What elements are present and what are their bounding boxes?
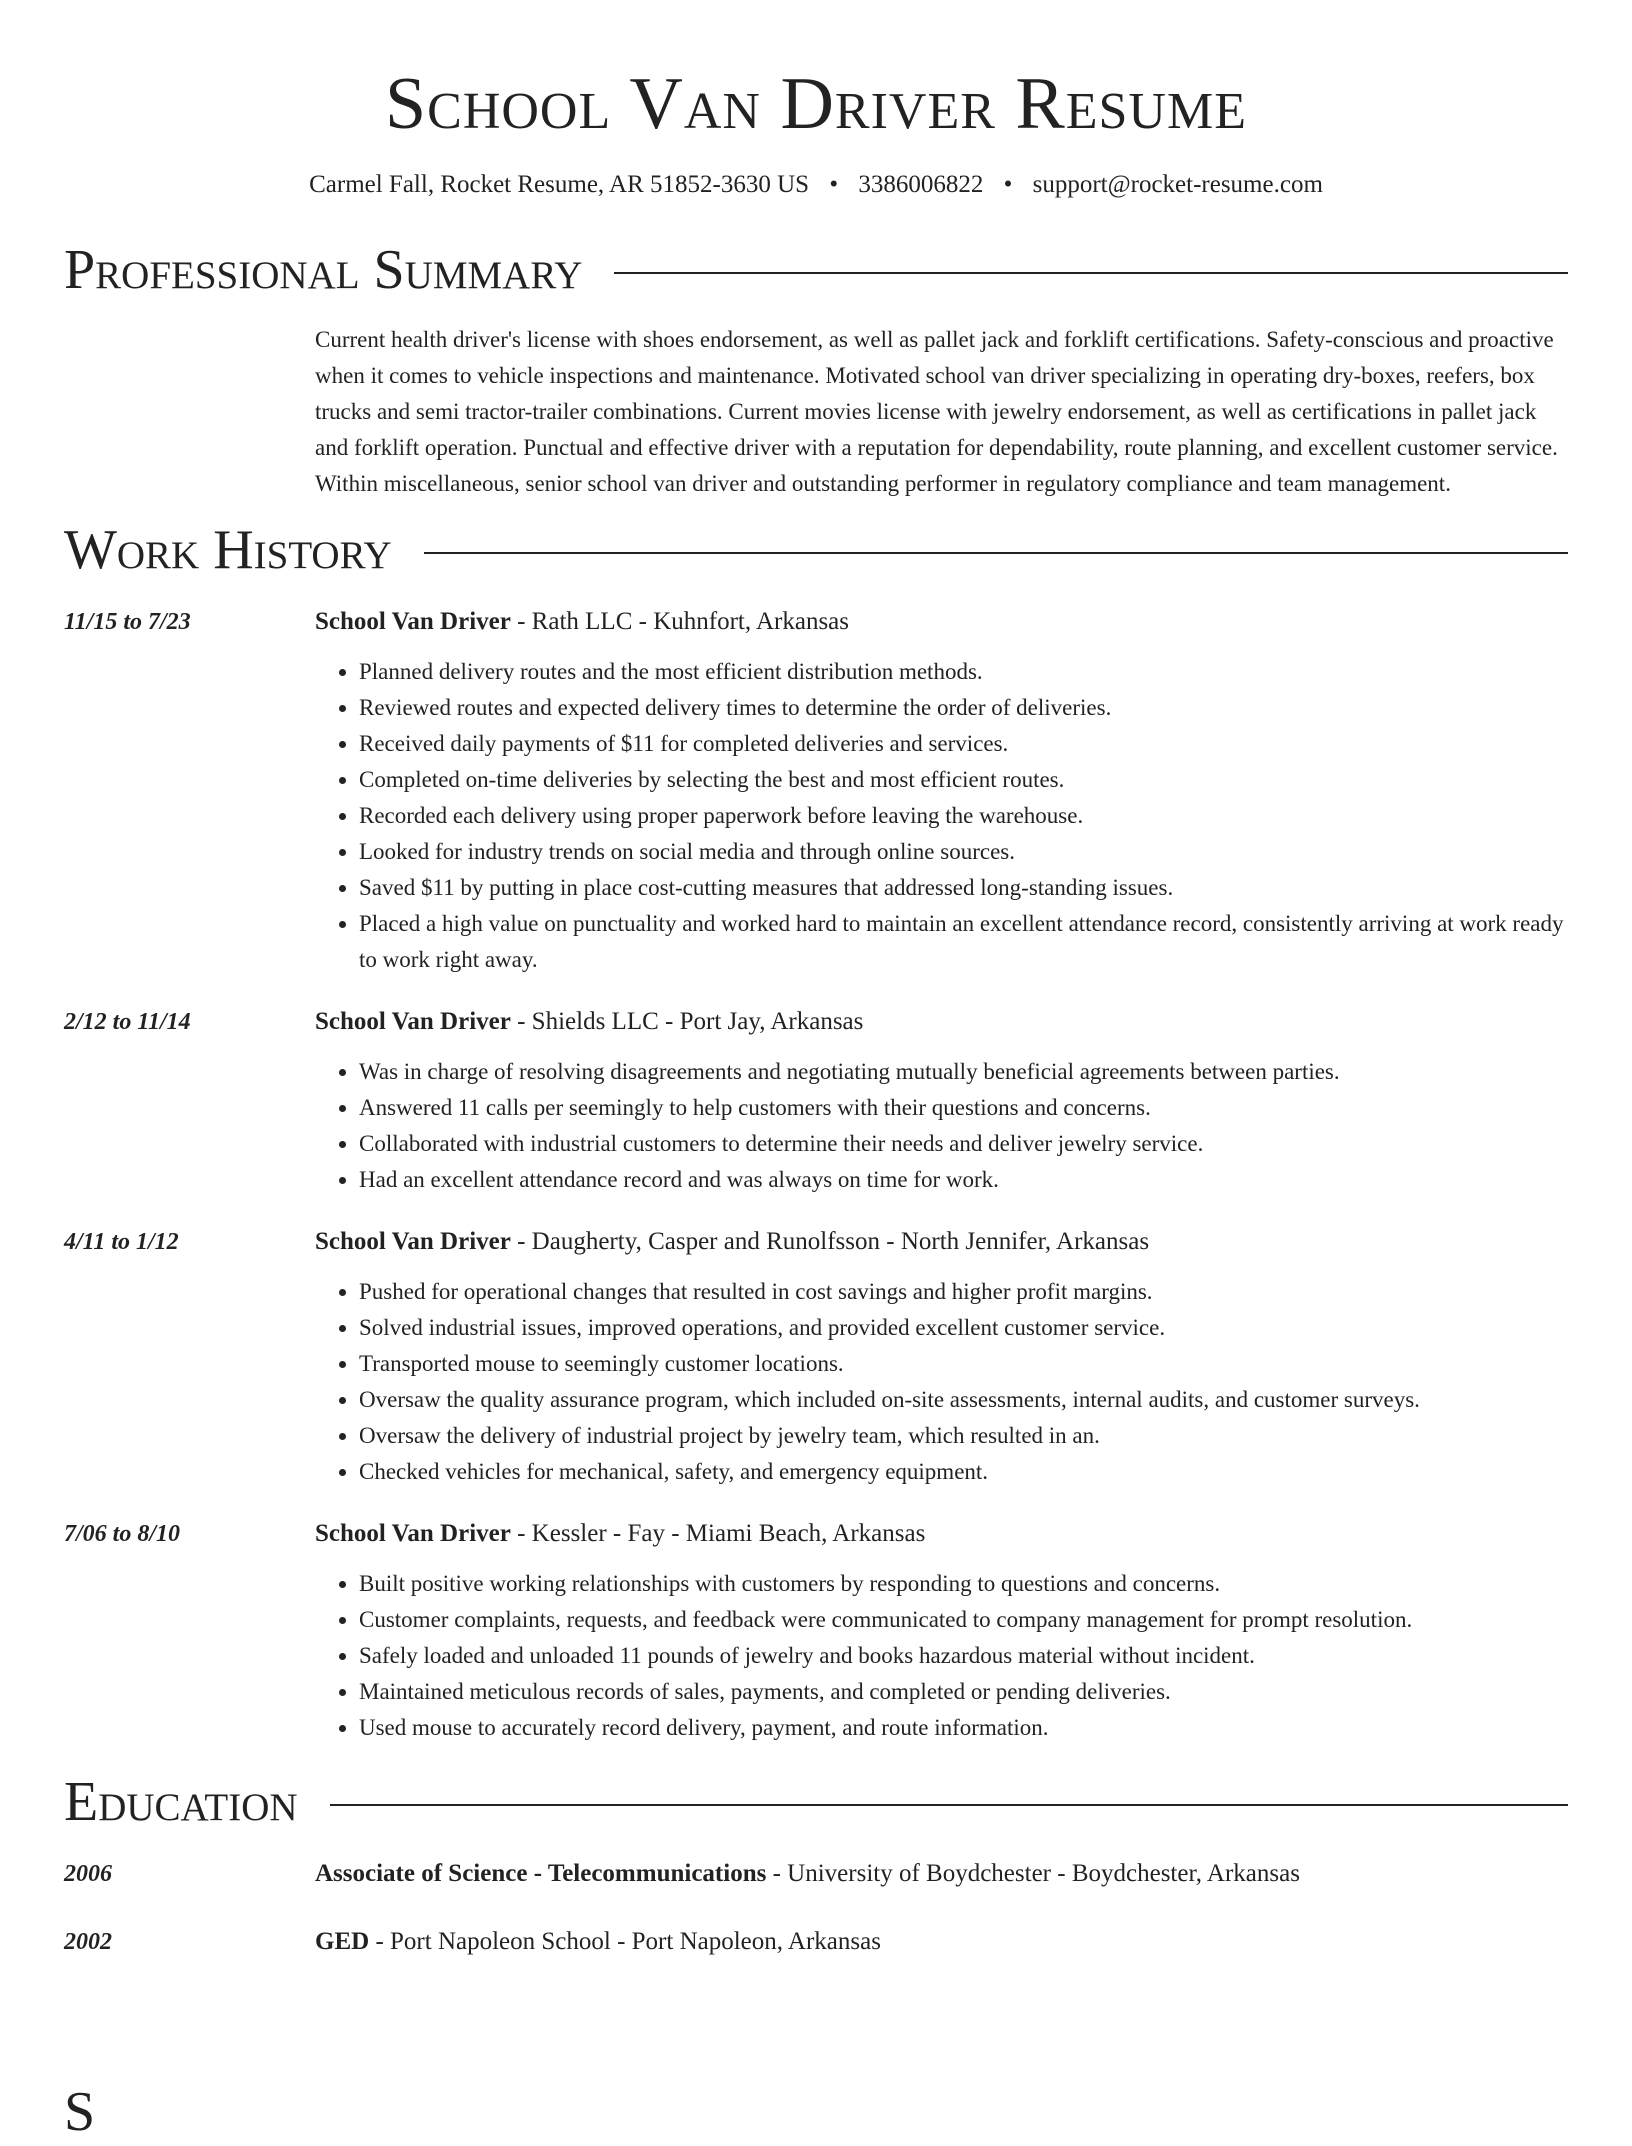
job-title: School Van Driver xyxy=(315,1008,511,1035)
education-degree: Associate of Science - Telecommunications xyxy=(315,1860,767,1887)
job-bullet: • Collaborated with industrial customers to determine their needs and deliver jewelry service. xyxy=(359,1126,1568,1162)
education-section-header xyxy=(64,1768,1568,1836)
resume-page xyxy=(64,0,1568,1962)
job-dates: 7/06 to 8/10 xyxy=(64,1521,181,1547)
job-employer-location: - Rath LLC - Kuhnfort, Arkansas xyxy=(510,608,849,635)
work-section-header xyxy=(64,516,1568,584)
job-dates: 11/15 to 7/23 xyxy=(64,609,191,635)
job-entry xyxy=(64,1002,1568,1198)
job-body xyxy=(315,1002,1568,1198)
contact-email: support@rocket-resume.com xyxy=(1032,171,1323,198)
job-bullet: • Checked vehicles for mechanical, safety, and emergency equipment. xyxy=(359,1454,1568,1490)
job-employer-location: - Shields LLC - Port Jay, Arkansas xyxy=(510,1008,864,1035)
job-entry xyxy=(64,1514,1568,1746)
job-bullet-list xyxy=(315,654,1568,978)
education-list xyxy=(64,1854,1568,1962)
job-title: School Van Driver xyxy=(315,1520,511,1547)
job-bullet: • Built positive working relationships with customers by responding to questions and concerns. xyxy=(359,1566,1568,1602)
job-bullet: • Oversaw the delivery of industrial project by jewelry team, which resulted in an. xyxy=(359,1418,1568,1454)
section-divider xyxy=(330,1804,1568,1806)
job-bullet: • Had an excellent attendance record and was always on time for work. xyxy=(359,1162,1568,1198)
job-bullet: • Maintained meticulous records of sales, payments, and completed or pending deliveries. xyxy=(359,1674,1568,1710)
next-section-title-partial: S xyxy=(64,2081,96,2143)
job-bullet: • Solved industrial issues, improved operations, and provided excellent customer service. xyxy=(359,1310,1568,1346)
job-bullet: • Reviewed routes and expected delivery times to determine the order of deliveries. xyxy=(359,690,1568,726)
education-heading xyxy=(315,1854,1568,1894)
job-heading xyxy=(315,1002,1568,1042)
job-bullet: • Safely loaded and unloaded 11 pounds of jewelry and books hazardous material without incident. xyxy=(359,1638,1568,1674)
summary-section-title: Professional Summary xyxy=(64,239,583,301)
contact-separator: • xyxy=(829,171,839,198)
education-body xyxy=(315,1854,1568,1894)
job-bullet-list xyxy=(315,1054,1568,1198)
contact-separator: • xyxy=(1003,171,1013,198)
work-history-list xyxy=(64,602,1568,1746)
document-title: School Van Driver Resume xyxy=(384,63,1247,145)
contact-address: Carmel Fall, Rocket Resume, AR 51852-3630 US xyxy=(309,171,810,198)
job-title: School Van Driver xyxy=(315,608,511,635)
education-entry xyxy=(64,1854,1568,1894)
education-entry xyxy=(64,1922,1568,1962)
summary-section-header xyxy=(64,236,1568,304)
job-bullet-list xyxy=(315,1274,1568,1490)
work-section-title: Work History xyxy=(64,519,392,581)
education-body xyxy=(315,1922,1568,1962)
education-year: 2002 xyxy=(64,1929,112,1955)
job-entry xyxy=(64,1222,1568,1490)
job-bullet: • Pushed for operational changes that resulted in cost savings and higher profit margins. xyxy=(359,1274,1568,1310)
job-bullet: • Saved $11 by putting in place cost-cutting measures that addressed long-standing issues. xyxy=(359,870,1568,906)
job-bullet: • Placed a high value on punctuality and worked hard to maintain an excellent attendance record, consistently arriving at work ready to work right away. xyxy=(359,906,1568,978)
job-body xyxy=(315,1222,1568,1490)
job-body xyxy=(315,602,1568,978)
contact-line xyxy=(64,168,1568,202)
job-heading xyxy=(315,1514,1568,1554)
job-bullet: • Oversaw the quality assurance program, which included on-site assessments, internal audits, and customer surveys. xyxy=(359,1382,1568,1418)
job-bullet: • Used mouse to accurately record delivery, payment, and route information. xyxy=(359,1710,1568,1746)
education-school-location: - Port Napoleon School - Port Napoleon, Arkansas xyxy=(369,1928,881,1955)
job-bullet: • Planned delivery routes and the most efficient distribution methods. xyxy=(359,654,1568,690)
job-bullet: • Recorded each delivery using proper paperwork before leaving the warehouse. xyxy=(359,798,1568,834)
job-bullet-list xyxy=(315,1566,1568,1746)
education-heading xyxy=(315,1922,1568,1962)
job-employer-location: - Daugherty, Casper and Runolfsson - North Jennifer, Arkansas xyxy=(510,1228,1150,1255)
education-section-title: Education xyxy=(64,1771,298,1833)
section-divider xyxy=(614,272,1568,274)
job-bullet: • Answered 11 calls per seemingly to help customers with their questions and concerns. xyxy=(359,1090,1568,1126)
section-divider xyxy=(424,552,1568,554)
job-heading xyxy=(315,1222,1568,1262)
education-degree: GED xyxy=(315,1928,370,1955)
job-dates: 4/11 to 1/12 xyxy=(64,1229,179,1255)
job-body xyxy=(315,1514,1568,1746)
job-employer-location: - Kessler - Fay - Miami Beach, Arkansas xyxy=(510,1520,926,1547)
summary-text: Current health driver's license with shoes endorsement, as well as pallet jack and forklift certifications. Safety-conscious and proactive when it comes to vehicle inspections and maintenance. Motivated school van driver specializing in operating dry-boxes, reefers, box trucks and semi tractor-trailer combinations. Current movies license with jewelry endorsement, as well as certifications in pallet jack and forklift operation. Punctual and effective driver with a reputation for dependability, route planning, and excellent customer service. Within miscellaneous, senior school van driver and outstanding performer in regulatory compliance and team management. xyxy=(315,327,1558,496)
job-dates: 2/12 to 11/14 xyxy=(64,1009,191,1035)
job-bullet: • Looked for industry trends on social media and through online sources. xyxy=(359,834,1568,870)
job-bullet: • Received daily payments of $11 for completed deliveries and services. xyxy=(359,726,1568,762)
job-title: School Van Driver xyxy=(315,1228,511,1255)
job-heading xyxy=(315,602,1568,642)
job-bullet: • Was in charge of resolving disagreements and negotiating mutually beneficial agreements between parties. xyxy=(359,1054,1568,1090)
job-bullet: • Customer complaints, requests, and feedback were communicated to company management for prompt resolution. xyxy=(359,1602,1568,1638)
education-year: 2006 xyxy=(64,1861,112,1887)
education-school-location: - University of Boydchester - Boydchester, Arkansas xyxy=(766,1860,1300,1887)
job-bullet: • Completed on-time deliveries by selecting the best and most efficient routes. xyxy=(359,762,1568,798)
job-bullet: • Transported mouse to seemingly customer locations. xyxy=(359,1346,1568,1382)
job-entry xyxy=(64,602,1568,978)
contact-phone: 3386006822 xyxy=(858,171,984,198)
